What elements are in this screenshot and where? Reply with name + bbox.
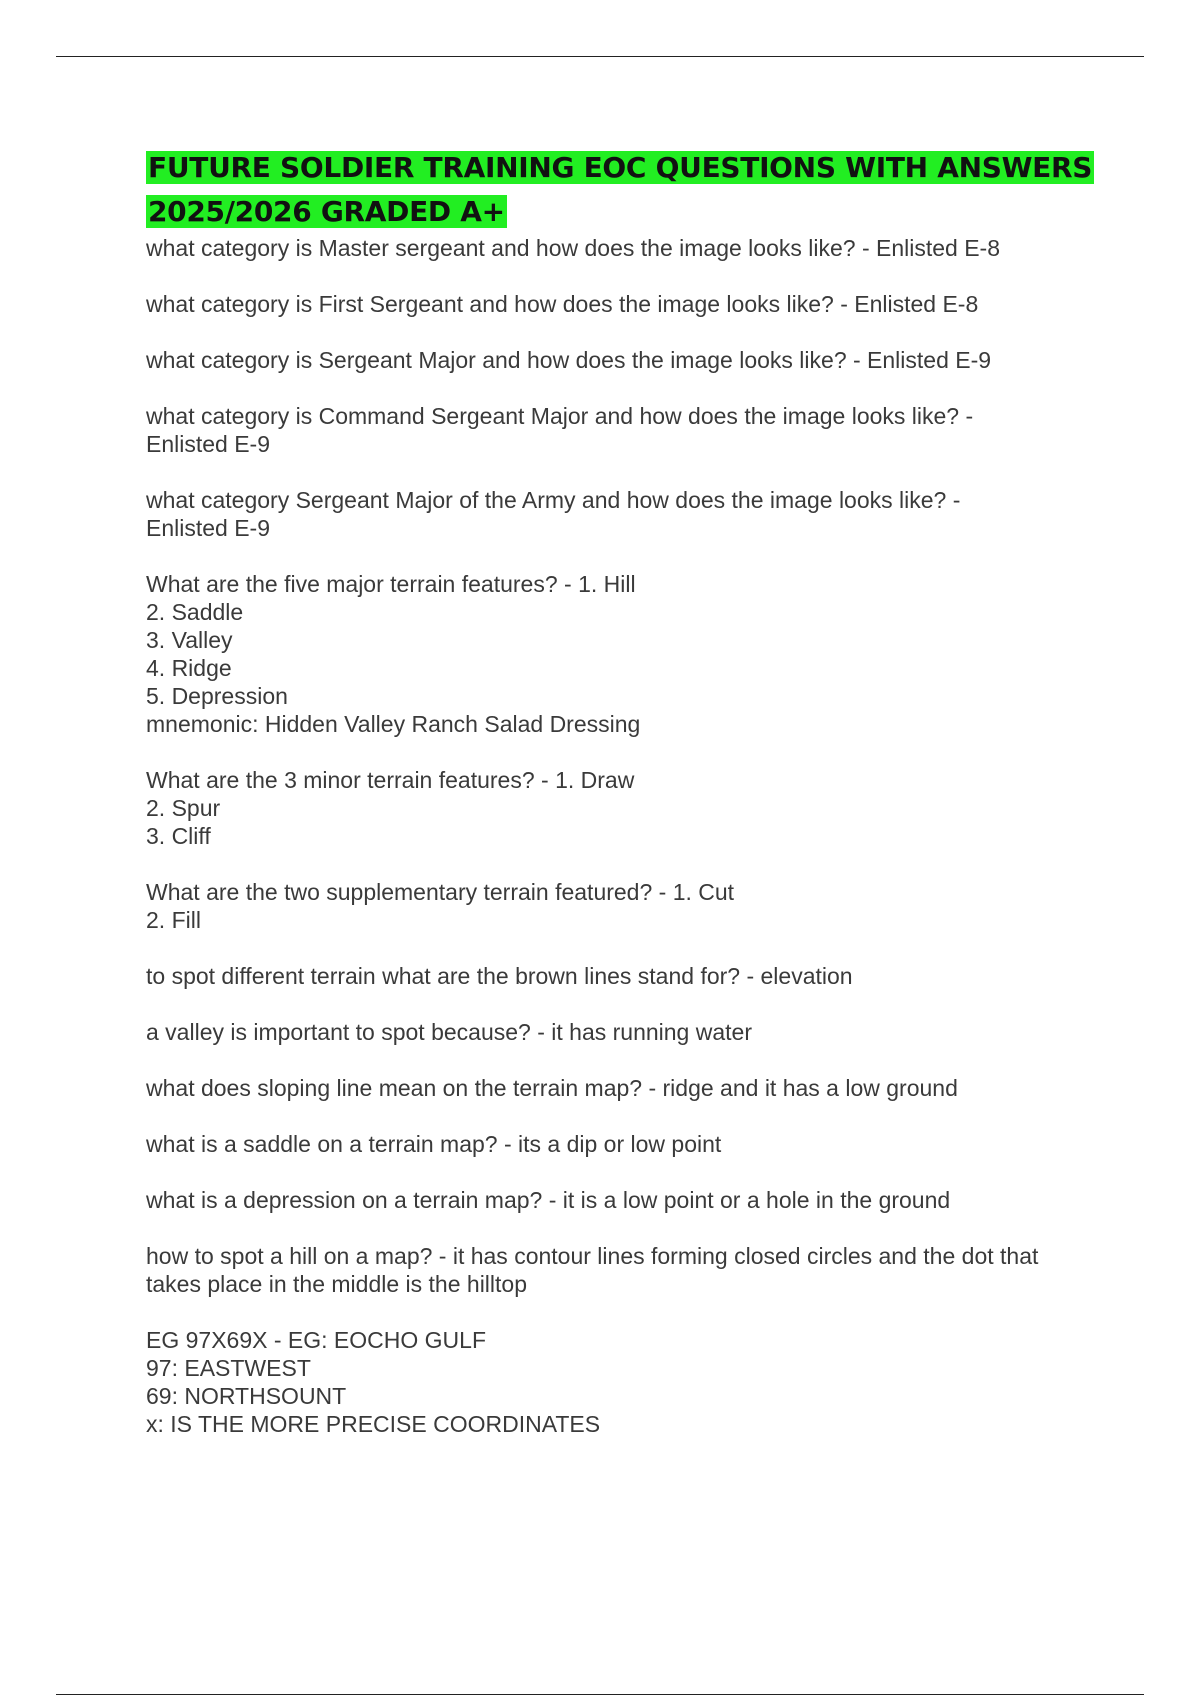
document-content (146, 146, 1106, 1466)
qa-entry-hill: how to spot a hill on a map? - it has contour lines forming closed circles and the dot that takes place in the middle is the hilltop (146, 1243, 1039, 1297)
qa-entry-depression: what is a depression on a terrain map? - it is a low point or a hole in the ground (146, 1187, 951, 1213)
qa-entry-sergeant-major: what category is Sergeant Major and how does the image looks like? - Enlisted E-9 (146, 347, 992, 373)
qa-entry-brown-lines: to spot different terrain what are the brown lines stand for? - elevation (146, 963, 853, 989)
qa-entry-sloping-line: what does sloping line mean on the terrain map? - ridge and it has a low ground (146, 1075, 958, 1101)
qa-entry-master-sergeant: what category is Master sergeant and how does the image looks like? - Enlisted E-8 (146, 235, 1000, 261)
qa-entry-grid-coordinates: EG 97X69X - EG: EOCHO GULF 97: EASTWEST 69: NORTHSOUNT x: IS THE MORE PRECISE COORDINATES (146, 1327, 601, 1437)
qa-entry-valley: a valley is important to spot because? - it has running water (146, 1019, 752, 1045)
qa-entry-minor-terrain-features: What are the 3 minor terrain features? - 1. Draw 2. Spur 3. Cliff (146, 767, 635, 849)
qa-entry-major-terrain-features: What are the five major terrain features? - 1. Hill 2. Saddle 3. Valley 4. Ridge 5. Depression mnemonic: Hidden Valley Ranch Salad Dressing (146, 571, 641, 737)
bottom-divider (56, 1694, 1144, 1695)
qa-entry-command-sergeant-major: what category is Command Sergeant Major and how does the image looks like? - Enlisted E-9 (146, 403, 974, 457)
title-highlight: FUTURE SOLDIER TRAINING EOC QUESTIONS WITH ANSWERS 2025/2026 GRADED A+ (148, 151, 1093, 228)
qa-entry-saddle: what is a saddle on a terrain map? - its a dip or low point (146, 1131, 722, 1157)
qa-entry-sergeant-major-of-army: what category Sergeant Major of the Army and how does the image looks like? - Enlisted E-9 (146, 487, 961, 541)
qa-entry-first-sergeant: what category is First Sergeant and how does the image looks like? - Enlisted E-8 (146, 291, 979, 317)
document-title (146, 146, 1106, 234)
qa-entry-supplementary-terrain: What are the two supplementary terrain featured? - 1. Cut 2. Fill (146, 879, 735, 933)
top-divider (56, 56, 1144, 57)
